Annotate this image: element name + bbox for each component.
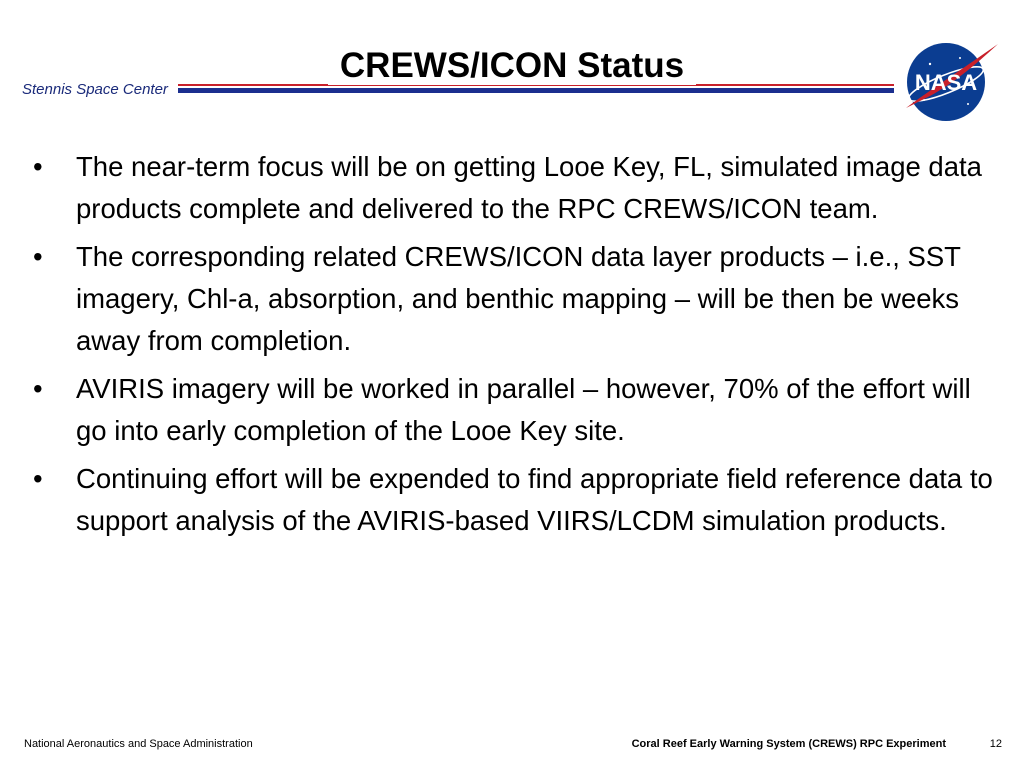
nasa-logo-star <box>929 63 931 65</box>
nasa-logo <box>900 38 1000 122</box>
bullet-text: The near-term focus will be on getting Looe Key, FL, simulated image data products complete and delivered to the RPC CREWS/ICON team. <box>76 151 982 224</box>
bullet-item <box>28 236 998 362</box>
header-rule-blue <box>178 88 894 93</box>
bullet-text: The corresponding related CREWS/ICON data layer products – i.e., SST imagery, Chl-a, absorption, and benthic mapping – will be then be weeks away from completion. <box>76 241 961 356</box>
slide-title-text: CREWS/ICON Status <box>328 46 696 85</box>
bullet-marker: • <box>33 241 43 272</box>
center-label: Stennis Space Center <box>22 81 168 98</box>
bullet-item <box>28 458 998 542</box>
bullet-marker: • <box>33 463 43 494</box>
slide-title <box>0 46 1024 86</box>
bullet-item <box>28 146 998 230</box>
page-number: 12 <box>989 738 1002 750</box>
bullet-text: AVIRIS imagery will be worked in parallel – however, 70% of the effort will go into early completion of the Looe Key site. <box>76 373 971 446</box>
bullet-marker: • <box>33 373 43 404</box>
bullet-marker: • <box>33 151 43 182</box>
footer-program: Coral Reef Early Warning System (CREWS) RPC Experiment <box>631 738 946 750</box>
bullet-item <box>28 368 998 452</box>
nasa-logo-star <box>959 57 961 59</box>
bullet-list <box>28 146 998 548</box>
nasa-logo-text: NASA <box>914 70 978 95</box>
bullet-text: Continuing effort will be expended to find appropriate field reference data to support analysis of the AVIRIS-based VIIRS/LCDM simulation products. <box>76 463 993 536</box>
footer-agency: National Aeronautics and Space Administration <box>24 738 253 750</box>
nasa-logo-star <box>967 103 969 105</box>
